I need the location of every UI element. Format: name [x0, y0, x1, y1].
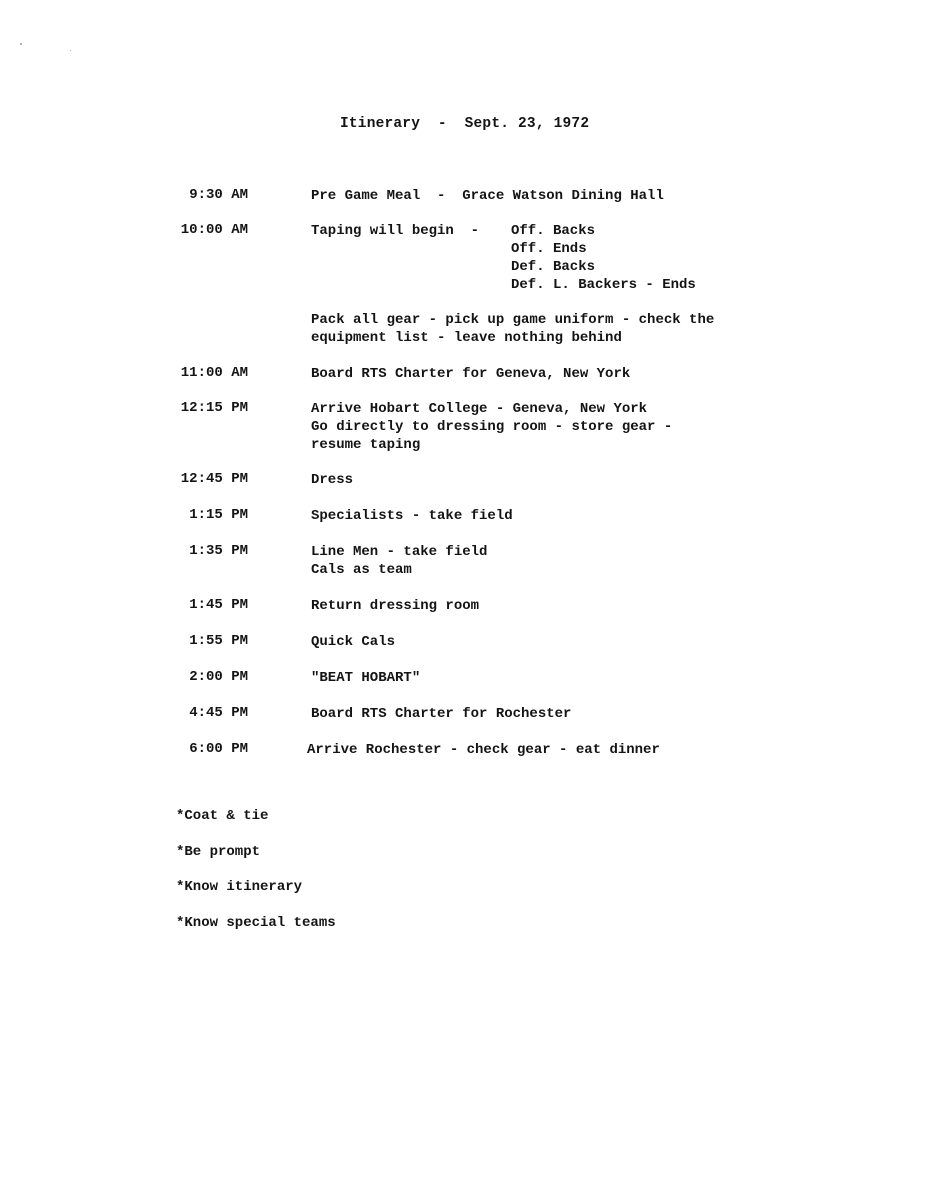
- entry-description: Specialists - take field: [311, 508, 513, 524]
- entry-time: 12:45 PM: [180, 471, 248, 487]
- taping-group: Off. Ends: [511, 241, 587, 257]
- note-item: *Know itinerary: [176, 879, 303, 895]
- taping-group: Def. Backs: [511, 259, 596, 275]
- entry-description: Board RTS Charter for Rochester: [311, 706, 572, 722]
- note-item: *Coat & tie: [176, 808, 269, 824]
- scan-speck: [70, 50, 71, 51]
- entry-description: equipment list - leave nothing behind: [311, 330, 622, 346]
- entry-time: 9:30 AM: [189, 187, 248, 203]
- entry-description: Line Men - take field: [311, 544, 488, 560]
- entry-time: 11:00 AM: [180, 365, 248, 381]
- entry-description: Quick Cals: [311, 634, 396, 650]
- taping-group: Def. L. Backers - Ends: [511, 277, 696, 293]
- entry-description: Cals as team: [311, 562, 412, 578]
- entry-description: Pack all gear - pick up game uniform - check the: [311, 312, 715, 328]
- taping-group: Off. Backs: [511, 223, 596, 239]
- note-item: *Be prompt: [176, 844, 261, 860]
- entry-description: "BEAT HOBART": [311, 670, 421, 686]
- entry-description: Go directly to dressing room - store gear -: [311, 419, 673, 435]
- entry-time: 1:55 PM: [189, 633, 248, 649]
- entry-description: resume taping: [311, 437, 421, 453]
- entry-description: Arrive Hobart College - Geneva, New York: [311, 401, 648, 417]
- entry-description: Dress: [311, 472, 354, 488]
- entry-time: 2:00 PM: [189, 669, 248, 685]
- entry-description: Return dressing room: [311, 598, 480, 614]
- entry-time: 10:00 AM: [180, 222, 248, 238]
- entry-description: Taping will begin -: [311, 223, 480, 239]
- entry-description: Arrive Rochester - check gear - eat dinner: [307, 742, 660, 758]
- entry-time: 1:15 PM: [189, 507, 248, 523]
- entry-description: Board RTS Charter for Geneva, New York: [311, 366, 631, 382]
- entry-time: 1:45 PM: [189, 597, 248, 613]
- entry-time: 12:15 PM: [180, 400, 248, 416]
- entry-description: Pre Game Meal - Grace Watson Dining Hall: [311, 188, 664, 204]
- entry-time: 4:45 PM: [189, 705, 248, 721]
- entry-time: 6:00 PM: [189, 741, 248, 757]
- entry-time: 1:35 PM: [189, 543, 248, 559]
- page-title: Itinerary - Sept. 23, 1972: [340, 116, 590, 132]
- scan-speck: [20, 43, 22, 45]
- note-item: *Know special teams: [176, 915, 336, 931]
